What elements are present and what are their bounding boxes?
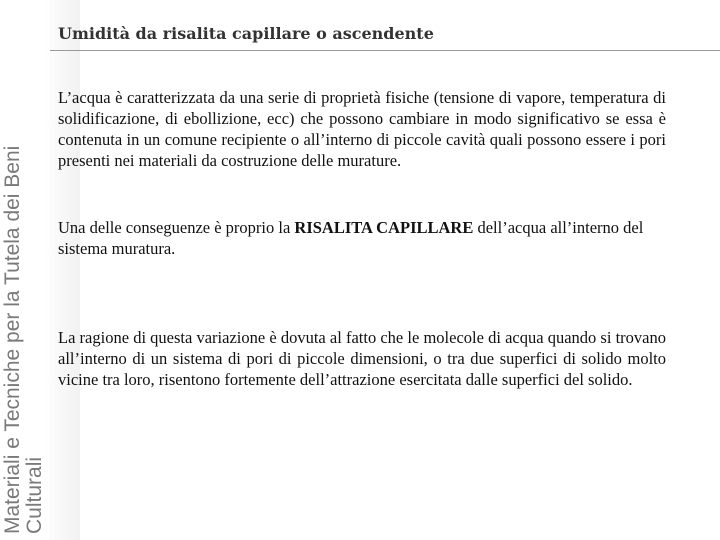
slide-title: Umidità da risalita capillare o ascendente (58, 24, 434, 43)
paragraph-consequence-start: Una delle conseguenze è proprio la (58, 218, 295, 237)
paragraph-reason: La ragione di questa variazione è dovuta al fatto che le molecole di acqua quando si trovano all’interno di un sistema di pori di piccole dimensioni, o tra due superfici di solido molto vicine tra loro, risentono fortemente dell’attrazione esercitata dalle superfici del solido. (58, 328, 666, 389)
paragraph-consequence-end: dell’acqua all’interno del sistema muratura. (58, 218, 644, 258)
sidebar-band (0, 0, 80, 540)
paragraph-properties: L’acqua è caratterizzata da una serie di proprietà fisiche (tensione di vapore, temperatura di solidificazione, di ebollizione, ecc) che possono cambiare in modo significativo se essa è contenuta in un comune recipiente o all’interno di piccole cavità quali possono essere i pori presenti nei materiali da costruzione delle murature. (58, 88, 666, 170)
course-title-line1: Materiali e Tecniche per la Tutela dei Beni (1, 145, 24, 534)
course-title-vertical (0, 0, 80, 540)
course-title-line2: Culturali (23, 456, 46, 534)
title-divider (50, 50, 720, 51)
paragraph-consequence (58, 217, 666, 259)
capillary-rise-emphasis: RISALITA CAPILLARE (294, 218, 474, 237)
